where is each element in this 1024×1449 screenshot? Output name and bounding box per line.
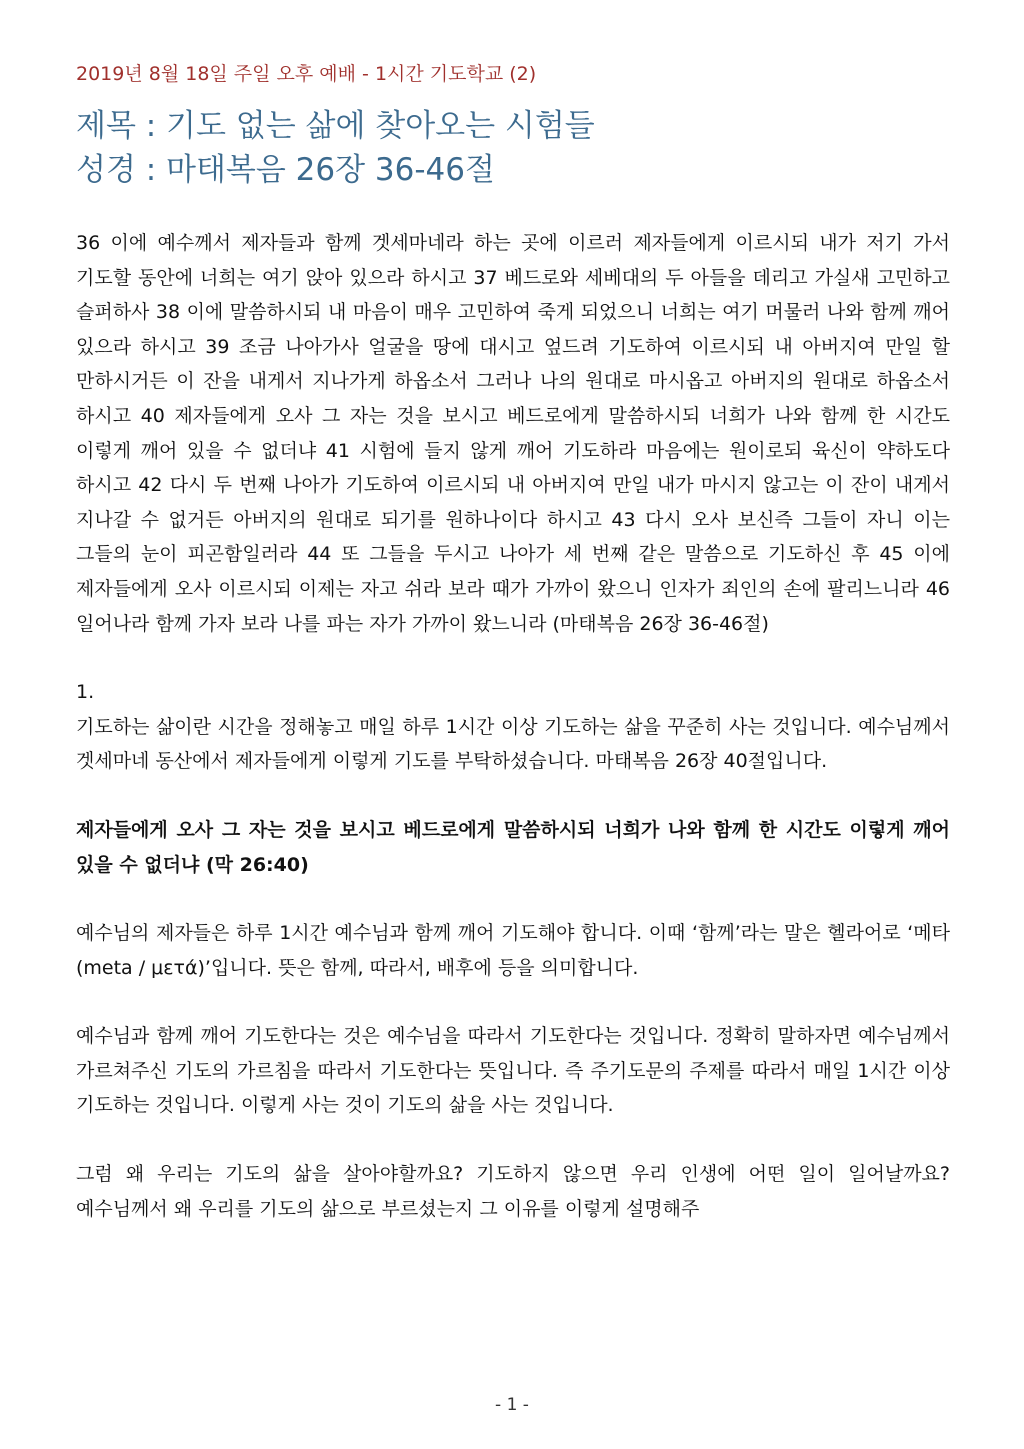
paragraph-2: 예수님의 제자들은 하루 1시간 예수님과 함께 깨어 기도해야 합니다. 이때 ‘함께’라는 말은 헬라어로 ‘메타(meta / μετά)’입니다. 뜻은 함께, 따라서, 배후에 등을 의미합니다. <box>76 922 950 979</box>
scripture-passage: 36 이에 예수께서 제자들과 함께 겟세마네라 하는 곳에 이르러 제자들에게 이르시되 내가 저기 가서 기도할 동안에 너희는 여기 앉아 있으라 하시고 37 베드로와 세베대의 두 아들을 데리고 가실새 고민하고 슬퍼하사 38 이에 말씀하시되 내 마음이 매우 고민하여 죽게 되었으니 너희는 여기 머물러 나와 함께 깨어 있으라 하시고 39 조금 나아가사 얼굴을 땅에 대시고 엎드려 기도하여 이르시되 내 아버지여 만일 할 만하시거든 이 잔을 내게서 지나가게 하옵소서 그러나 나의 원대로 마시옵고 아버지의 원대로 하옵소서 하시고 40 제자들에게 오사 그 자는 것을 보시고 베드로에게 말씀하시되 너희가 나와 함께 한 시간도 이렇게 깨어 있을 수 없더냐 41 시험에 들지 않게 깨어 기도하라 마음에는 원이로되 육신이 약하도다 하시고 42 다시 두 번째 나아가 기도하여 이르시되 내 아버지여 만일 내가 마시지 않고는 이 잔이 내게서 지나갈 수 없거든 아버지의 원대로 되기를 원하나이다 하시고 43 다시 오사 보신즉 그들이 자니 이는 그들의 눈이 피곤함일러라 44 또 그들을 두시고 나아가 세 번째 같은 말씀으로 기도하신 후 45 이에 제자들에게 오사 이르시되 이제는 자고 쉬라 보라 때가 가까이 왔으니 인자가 죄인의 손에 팔리느니라 46 일어나라 함께 가자 보라 나를 파는 자가 가까이 왔느니라 (마태복음 26장 36-46절) <box>76 232 950 635</box>
paragraph-4: 그럼 왜 우리는 기도의 삶을 살아야할까요? 기도하지 않으면 우리 인생에 어떤 일이 일어날까요? 예수님께서 왜 우리를 기도의 삶으로 부르셨는지 그 이유를 이렇게 설명해주 <box>76 1163 950 1220</box>
paragraph-3: 예수님과 함께 깨어 기도한다는 것은 예수님을 따라서 기도한다는 것입니다. 정확히 말하자면 예수님께서 가르쳐주신 기도의 가르침을 따라서 기도한다는 뜻입니다. 즉 주기도문의 주제를 따라서 매일 1시간 이상 기도하는 것입니다. 이렇게 사는 것이 기도의 삶을 사는 것입니다. <box>76 1025 950 1117</box>
page-number: - 1 - <box>495 1395 529 1415</box>
paragraph-1: 기도하는 삶이란 시간을 정해놓고 매일 하루 1시간 이상 기도하는 삶을 꾸준히 사는 것입니다. 예수님께서 겟세마네 동산에서 제자들에게 이렇게 기도를 부탁하셨습니다. 마태복음 26장 40절입니다. <box>76 715 950 773</box>
section-number: 1. <box>76 681 95 704</box>
sermon-title: 제목 : 기도 없는 삶에 찾아오는 시험들 <box>76 108 595 144</box>
quoted-verse: 제자들에게 오사 그 자는 것을 보시고 베드로에게 말씀하시되 너희가 나와 함께 한 시간도 이렇게 깨어 있을 수 없더냐 (막 26:40) <box>76 818 950 876</box>
scripture-reference: 성경 : 마태복음 26장 36-46절 <box>76 152 495 188</box>
title-block <box>76 104 950 192</box>
document-page <box>76 60 950 1226</box>
service-date-header: 2019년 8월 18일 주일 오후 예배 - 1시간 기도학교 (2) <box>76 63 537 85</box>
